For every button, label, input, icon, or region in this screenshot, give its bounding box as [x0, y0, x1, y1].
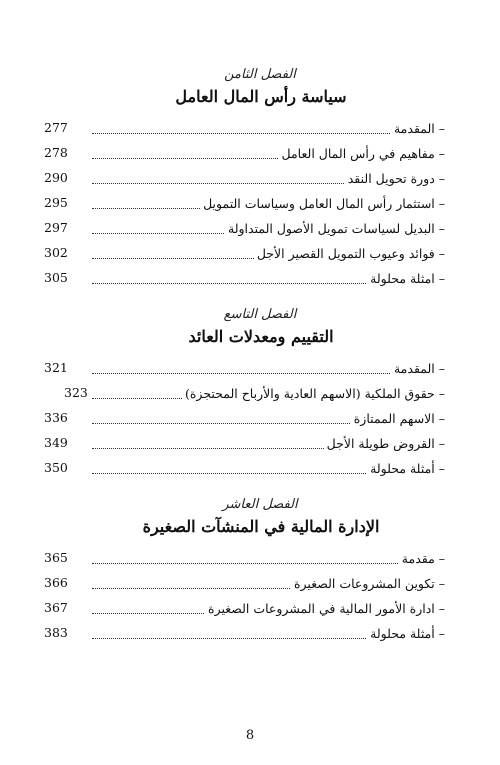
dot-leader: [92, 563, 442, 564]
toc-entry: [0, 458, 500, 483]
entry-title: – الاسهم الممتازة: [351, 411, 445, 426]
toc-entry: [0, 623, 500, 648]
entry-title: – أمثلة محلولة: [367, 626, 445, 641]
toc-entry: [0, 358, 500, 383]
dot-leader: [92, 373, 442, 374]
entry-page: 305: [44, 270, 68, 285]
entry-title: – ادارة الأمور المالية في المشروعات الصغيرة: [205, 601, 445, 616]
entry-title: – المقدمة: [391, 121, 445, 136]
entry-page: 349: [44, 435, 68, 450]
entry-page: 367: [44, 600, 68, 615]
entry-page: 336: [44, 410, 68, 425]
toc-entry: [0, 598, 500, 623]
chapter-title: الإدارة المالية في المنشآت الصغيرة: [142, 517, 380, 536]
entry-title: – حقوق الملكية (الاسهم العادية والأرباح المحتجزة): [182, 386, 445, 401]
entry-page: 277: [44, 120, 68, 135]
entry-page: 321: [44, 360, 68, 375]
entry-page: 290: [44, 170, 68, 185]
entry-page: 350: [44, 460, 68, 475]
toc-entry: [0, 548, 500, 573]
entry-title: – دورة تحويل النقد: [345, 171, 445, 186]
entry-title: – القروض طويلة الأجل: [324, 436, 445, 451]
toc-entry: [0, 243, 500, 268]
chapter-title: سياسة رأس المال العامل: [175, 87, 347, 106]
entry-title: – مفاهيم في رأس المال العامل: [279, 146, 445, 161]
entry-title: – مقدمة: [399, 551, 445, 566]
toc-entry: [0, 193, 500, 218]
toc-entry: [0, 218, 500, 243]
entry-title: – المقدمة: [391, 361, 445, 376]
entry-title: – استثمار رأس المال العامل وسياسات التمويل: [200, 196, 445, 211]
chapter-8: [0, 66, 500, 293]
page-number: 8: [245, 728, 255, 743]
entry-page: 365: [44, 550, 68, 565]
entry-page: 302: [44, 245, 68, 260]
toc-entries: [0, 118, 500, 293]
chapter-label: الفصل الثامن: [224, 67, 296, 82]
chapter-label: الفصل التاسع: [223, 307, 297, 322]
chapter-title: التقييم ومعدلات العائد: [188, 327, 334, 346]
entry-page: 383: [44, 625, 68, 640]
toc-entry: [0, 383, 500, 408]
entry-page: 297: [44, 220, 68, 235]
entry-title: – أمثلة محلولة: [367, 461, 445, 476]
entry-title: – امثلة محلولة: [367, 271, 445, 286]
entry-title: – البديل لسياسات تمويل الأصول المتداولة: [225, 221, 445, 236]
toc-entries: [0, 548, 500, 648]
entry-page: 278: [44, 145, 68, 160]
toc-entry: [0, 408, 500, 433]
entry-page: 323: [64, 385, 88, 400]
toc-entry: [0, 168, 500, 193]
toc-entry: [0, 433, 500, 458]
entry-page: 295: [44, 195, 68, 210]
entry-title: – فوائد وعيوب التمويل القصير الأجل: [254, 246, 445, 261]
toc-entry: [0, 573, 500, 598]
chapter-9: [0, 306, 500, 483]
entry-title: – تكوين المشروعات الصغيرة: [291, 576, 445, 591]
toc-entry: [0, 118, 500, 143]
toc-entry: [0, 268, 500, 293]
dot-leader: [92, 133, 442, 134]
chapter-10: [0, 496, 500, 648]
toc-entries: [0, 358, 500, 483]
entry-page: 366: [44, 575, 68, 590]
chapter-label: الفصل العاشر: [222, 497, 298, 512]
toc-entry: [0, 143, 500, 168]
